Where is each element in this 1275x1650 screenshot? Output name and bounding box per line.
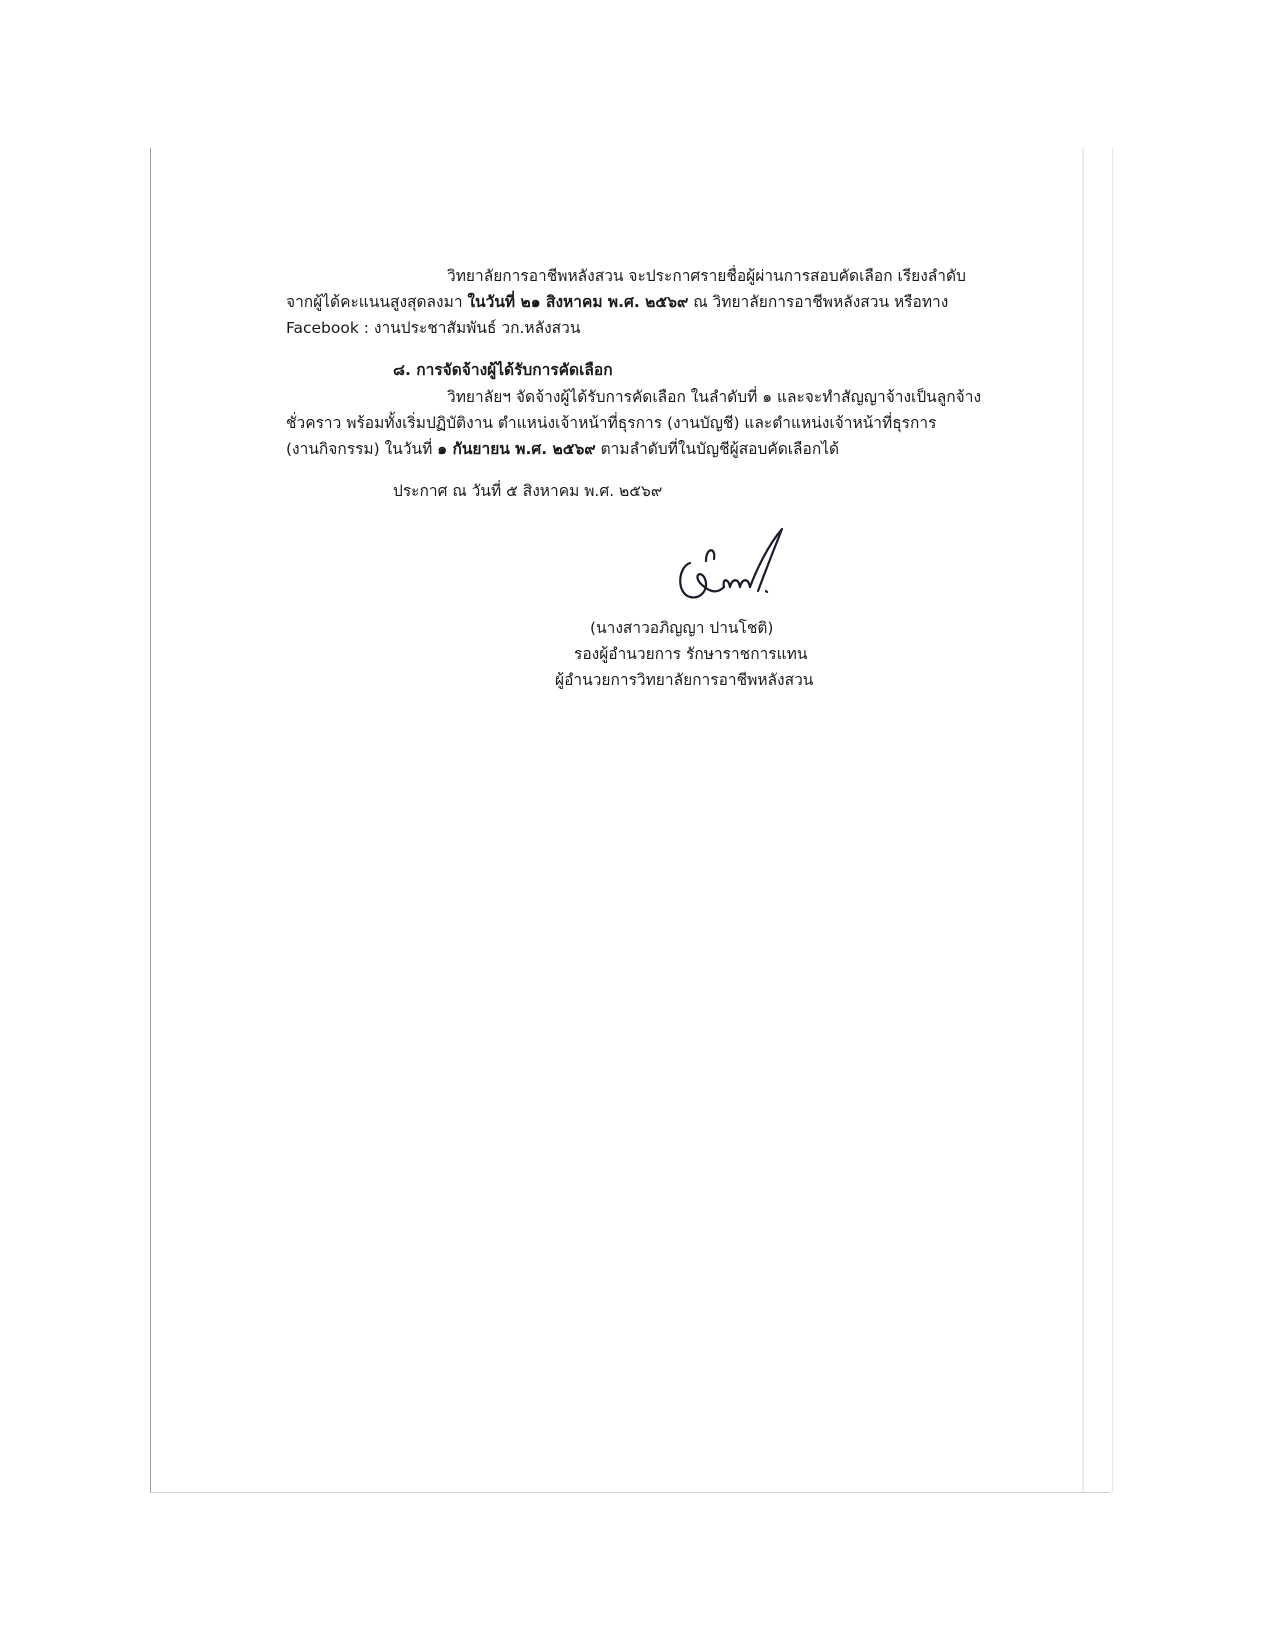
scan-edge-right xyxy=(1082,148,1084,1493)
signature-icon xyxy=(670,525,810,615)
announcement-date: ในวันที่ ๒๑ สิงหาคม พ.ศ. ๒๕๖๙ xyxy=(467,293,689,311)
section-8-line-3-suffix: ตามลำดับที่ในบัญชีผู้สอบคัดเลือกได้ xyxy=(595,440,840,458)
section-8-line-1: วิทยาลัยฯ จัดจ้างผู้ได้รับการคัดเลือก ในลำดับที่ ๑ และจะทำสัญญาจ้างเป็นลูกจ้าง xyxy=(447,388,982,406)
section-8-line-3 xyxy=(286,439,839,459)
section-8-heading: ๘. การจัดจ้างผู้ได้รับการคัดเลือก xyxy=(393,361,613,379)
announcement-line-1: วิทยาลัยการอาชีพหลังสวน จะประกาศรายชื่อผู้ผ่านการสอบคัดเลือก เรียงลำดับ xyxy=(447,267,966,285)
scan-edge-left xyxy=(150,148,151,1493)
announcement-line-2-suffix: ณ วิทยาลัยการอาชีพหลังสวน หรือทาง xyxy=(688,293,949,311)
scan-edge-far xyxy=(1112,148,1113,1493)
signatory-organization: ผู้อำนวยการวิทยาลัยการอาชีพหลังสวน xyxy=(555,671,814,689)
announcement-line-2 xyxy=(286,292,948,312)
signatory-name: (นางสาวอภิญญา ปานโชติ) xyxy=(590,619,774,637)
section-8-line-3-prefix: (งานกิจกรรม) ในวันที่ xyxy=(286,440,438,458)
signatory-position: รองผู้อำนวยการ รักษาราชการแทน xyxy=(574,645,808,663)
dated-line: ประกาศ ณ วันที่ ๕ สิงหาคม พ.ศ. ๒๕๖๙ xyxy=(393,482,663,500)
start-date: ๑ กันยายน พ.ศ. ๒๕๖๙ xyxy=(437,440,596,458)
announcement-line-2-prefix: จากผู้ได้คะแนนสูงสุดลงมา xyxy=(286,293,468,311)
scan-edge-bottom xyxy=(150,1492,1110,1493)
announcement-line-3: Facebook : งานประชาสัมพันธ์ วก.หลังสวน xyxy=(286,319,581,337)
section-8-line-2: ชั่วคราว พร้อมทั้งเริ่มปฏิบัติงาน ตำแหน่งเจ้าหน้าที่ธุรการ (งานบัญชี) และตำแหน่งเจ้าหน้าที่ธุรการ xyxy=(286,414,937,432)
